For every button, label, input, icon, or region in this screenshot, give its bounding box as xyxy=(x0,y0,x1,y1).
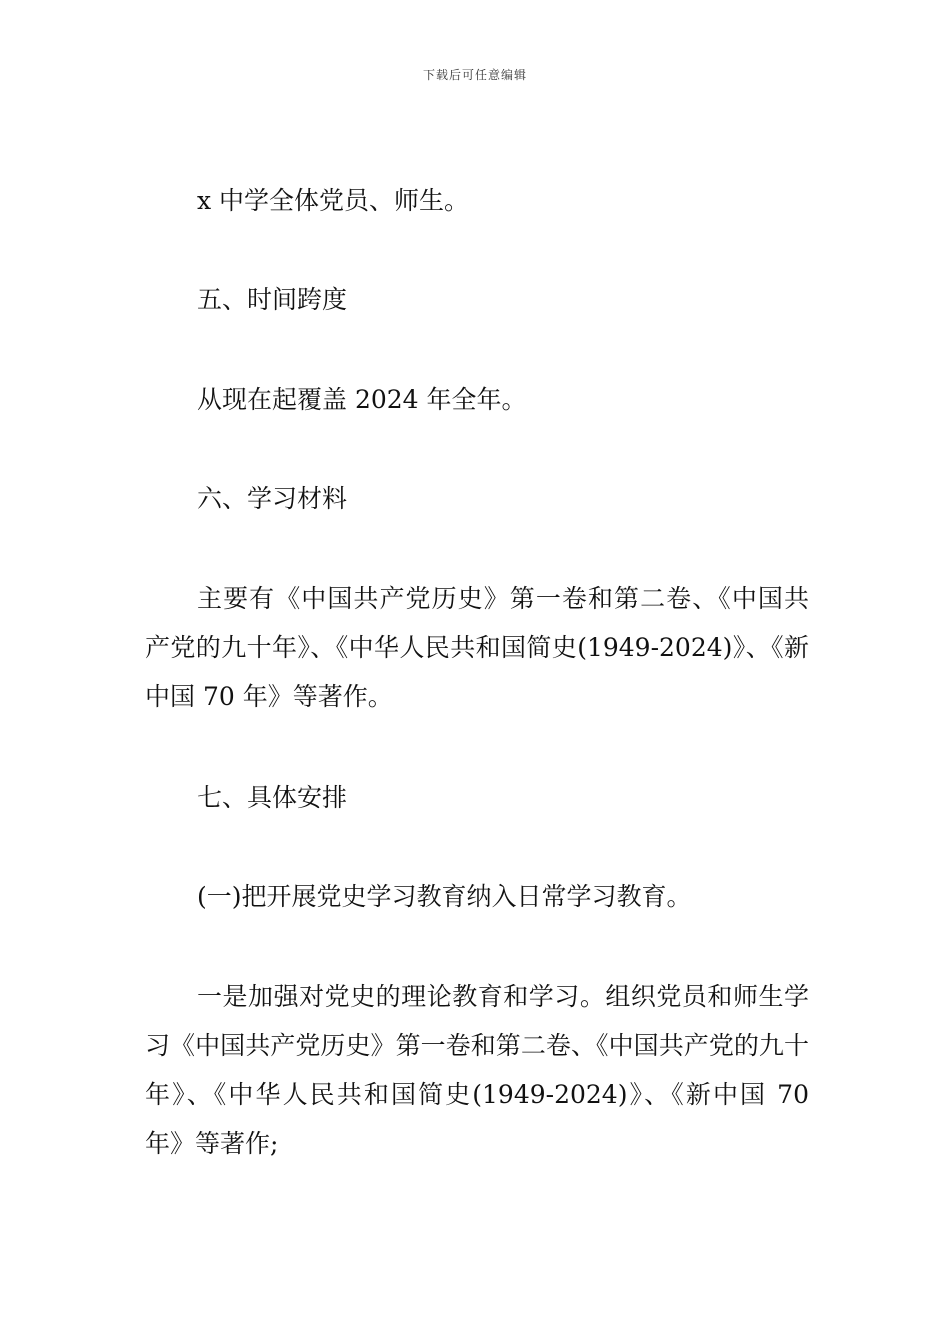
subsection-heading-one: (一)把开展党史学习教育纳入日常学习教育。 xyxy=(197,882,692,911)
section-heading-time-span: 五、时间跨度 xyxy=(197,285,348,314)
paragraph-theory-study: 一是加强对党史的理论教育和学习。组织党员和师生学习《中国共产党历史》第一卷和第二卷、《中国共产党的九十年》、《中华人民共和国简史(1949-2024)》、《新中国 70 年》等著作; xyxy=(145,982,809,1158)
paragraph-time-span: 从现在起覆盖 2024 年全年。 xyxy=(197,385,527,414)
paragraph-materials: 主要有《中国共产党历史》第一卷和第二卷、《中国共产党的九十年》、《中华人民共和国简史(1949-2024)》、《新中国 70 年》等著作。 xyxy=(145,584,809,711)
paragraph-participants: x 中学全体党员、师生。 xyxy=(197,186,470,215)
section-heading-materials: 六、学习材料 xyxy=(197,484,348,513)
section-heading-arrangement: 七、具体安排 xyxy=(197,783,348,812)
page-header-note: 下载后可任意编辑 xyxy=(422,68,527,82)
